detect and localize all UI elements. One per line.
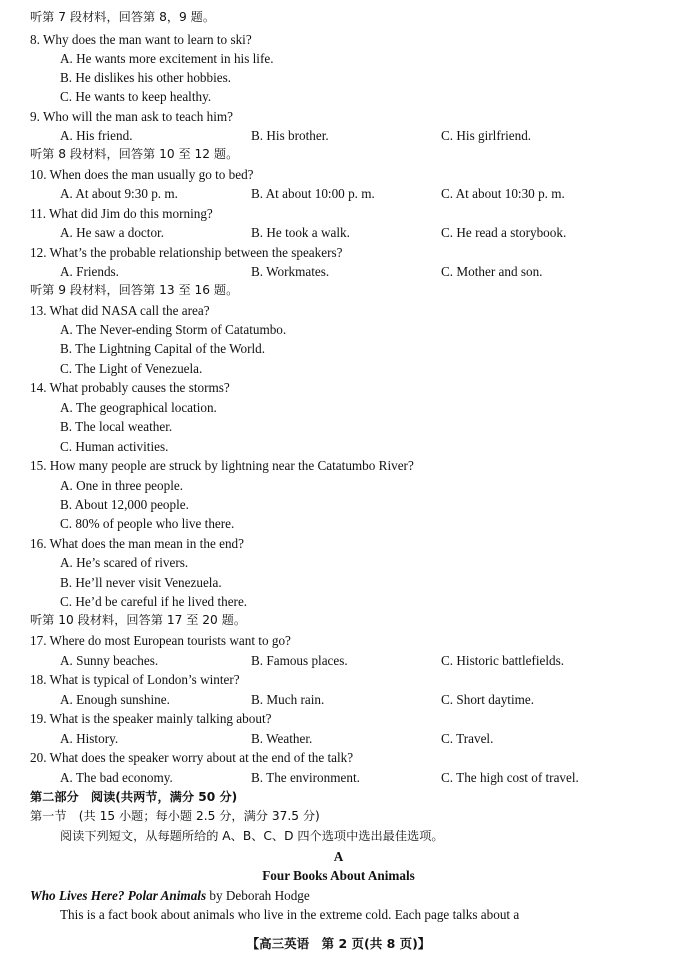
q15-option-a: A. One in three people. <box>60 478 184 493</box>
question-20: 20. What does the speaker worry about at the end of the talk? <box>30 750 354 765</box>
question-17: 17. Where do most European tourists want to go? <box>30 633 291 648</box>
q8-option-a: A. He wants more excitement in his life. <box>60 51 274 66</box>
section-heading-10: 听第 10 段材料，回答第 17 至 20 题。 <box>30 613 247 627</box>
q17-option-b: B. Famous places. <box>251 653 348 668</box>
q15-option-b: B. About 12,000 people. <box>60 497 189 512</box>
q19-option-b: B. Weather. <box>251 731 313 746</box>
question-8: 8. Why does the man want to learn to ski? <box>30 32 252 47</box>
q16-option-c: C. He’d be careful if he lived there. <box>60 594 248 609</box>
q8-option-c: C. He wants to keep healthy. <box>60 89 212 104</box>
q15-option-c: C. 80% of people who live there. <box>60 516 235 531</box>
book1-title: Who Lives Here? Polar Animals <box>30 888 207 903</box>
q12-option-b: B. Workmates. <box>251 264 330 279</box>
page-footer: 【高三英语 第 2 页(共 8 页)】 <box>246 936 431 951</box>
question-10: 10. When does the man usually go to bed? <box>30 167 254 182</box>
q11-option-a: A. He saw a doctor. <box>60 225 165 240</box>
q14-option-b: B. The local weather. <box>60 419 173 434</box>
q17-option-a: A. Sunny beaches. <box>60 653 159 668</box>
q19-option-c: C. Travel. <box>441 731 494 746</box>
section-heading-8: 听第 8 段材料，回答第 10 至 12 题。 <box>30 147 239 161</box>
q10-option-b: B. At about 10:00 p. m. <box>251 186 375 201</box>
q16-option-a: A. He’s scared of rivers. <box>60 555 189 570</box>
q12-option-a: A. Friends. <box>60 264 119 279</box>
q20-option-a: A. The bad economy. <box>60 770 173 785</box>
question-16: 16. What does the man mean in the end? <box>30 536 244 551</box>
q17-option-c: C. Historic battlefields. <box>441 653 565 668</box>
q18-option-b: B. Much rain. <box>251 692 325 707</box>
q13-option-c: C. The Light of Venezuela. <box>60 361 203 376</box>
part2-heading: 第二部分 阅读(共两节，满分 50 分) <box>30 790 238 804</box>
q11-option-b: B. He took a walk. <box>251 225 350 240</box>
book1-text: This is a fact book about animals who live in the extreme cold. Each page talks about a <box>60 907 520 922</box>
q16-option-b: B. He’ll never visit Venezuela. <box>60 575 222 590</box>
question-15: 15. How many people are struck by lightning near the Catatumbo River? <box>30 458 414 473</box>
q13-option-b: B. The Lightning Capital of the World. <box>60 341 266 356</box>
book1-author: by Deborah Hodge <box>206 888 310 903</box>
q10-option-c: C. At about 10:30 p. m. <box>441 186 565 201</box>
question-14: 14. What probably causes the storms? <box>30 380 230 395</box>
q20-option-b: B. The environment. <box>251 770 360 785</box>
q8-option-b: B. He dislikes his other hobbies. <box>60 70 232 85</box>
q13-option-a: A. The Never-ending Storm of Catatumbo. <box>60 322 287 337</box>
book1-heading <box>30 886 310 905</box>
q9-option-a: A. His friend. <box>60 128 133 143</box>
question-9: 9. Who will the man ask to teach him? <box>30 109 234 124</box>
part2-section1: 第一节 (共 15 小题；每小题 2.5 分，满分 37.5 分) <box>30 809 320 823</box>
passage-title: Four Books About Animals <box>262 868 415 883</box>
q14-option-c: C. Human activities. <box>60 439 169 454</box>
q20-option-c: C. The high cost of travel. <box>441 770 579 785</box>
part2-instruction: 阅读下列短文，从每题所给的 A、B、C、D 四个选项中选出最佳选项。 <box>60 829 444 843</box>
q10-option-a: A. At about 9:30 p. m. <box>60 186 178 201</box>
passage-letter: A <box>333 849 344 864</box>
q9-option-c: C. His girlfriend. <box>441 128 532 143</box>
q14-option-a: A. The geographical location. <box>60 400 217 415</box>
question-11: 11. What did Jim do this morning? <box>30 206 213 221</box>
section-heading-9: 听第 9 段材料，回答第 13 至 16 题。 <box>30 283 239 297</box>
q12-option-c: C. Mother and son. <box>441 264 543 279</box>
q18-option-c: C. Short daytime. <box>441 692 535 707</box>
q11-option-c: C. He read a storybook. <box>441 225 567 240</box>
q18-option-a: A. Enough sunshine. <box>60 692 170 707</box>
q19-option-a: A. History. <box>60 731 119 746</box>
question-13: 13. What did NASA call the area? <box>30 303 210 318</box>
question-18: 18. What is typical of London’s winter? <box>30 672 240 687</box>
q9-option-b: B. His brother. <box>251 128 329 143</box>
section-heading-7: 听第 7 段材料，回答第 8，9 题。 <box>30 10 216 24</box>
question-12: 12. What’s the probable relationship between the speakers? <box>30 245 343 260</box>
question-19: 19. What is the speaker mainly talking about? <box>30 711 272 726</box>
